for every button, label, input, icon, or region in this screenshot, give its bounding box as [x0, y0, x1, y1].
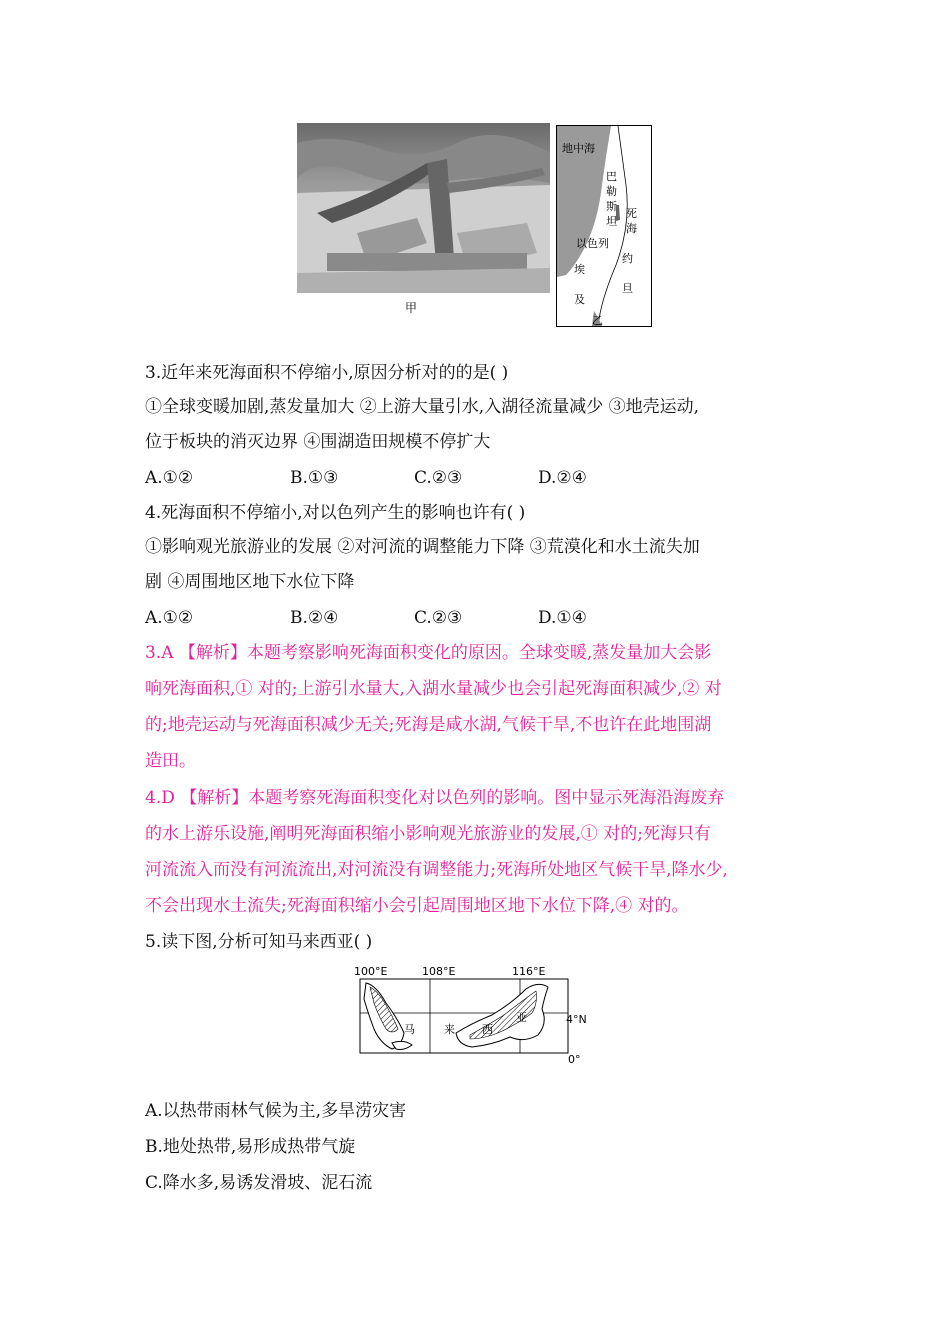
label-116e: 116°E — [512, 965, 546, 978]
q3-option-c: C.②③ — [414, 468, 463, 488]
label-palestine-2: 勒 — [606, 185, 617, 198]
a3-line1: 3.A 【解析】本题考察影响死海面积变化的原因。全球变暖,蒸发量加大会影 — [145, 643, 712, 663]
label-4n: 4°N — [566, 1013, 587, 1026]
dead-sea-map — [556, 125, 652, 327]
a3-line2: 响死海面积,① 对的;上游引水量大,入湖水量减少也会引起死海面积减少,② 对 — [145, 679, 722, 699]
a3-line3: 的;地壳运动与死海面积减少无关;死海是咸水湖,气候干旱,不也许在此地围湖 — [145, 715, 712, 735]
label-0deg: 0° — [568, 1053, 581, 1066]
q4-line2: 剧 ④周围地区地下水位下降 — [145, 572, 355, 592]
a4-line4: 不会出现水土流失;死海面积缩小会引起周围地区地下水位下降,④ 对的。 — [145, 896, 689, 916]
label-yi: 乙 — [592, 314, 603, 327]
label-dead-sea-2: 海 — [626, 222, 637, 235]
label-xi: 西 — [482, 1023, 493, 1036]
q3-stem: 3.近年来死海面积不停缩小,原因分析对的的是( ) — [145, 363, 509, 383]
malaysia-map — [352, 963, 587, 1067]
q3-line2: 位于板块的消灭边界 ④围湖造田规模不停扩大 — [145, 432, 491, 452]
a4-line3: 河流流入而没有河流流出,对河流没有调整能力;死海所处地区气候干旱,降水少, — [145, 860, 728, 880]
label-egypt-1: 埃 — [574, 263, 585, 276]
a3-line4: 造田。 — [145, 751, 196, 771]
label-lai: 来 — [444, 1023, 455, 1036]
label-108e: 108°E — [422, 965, 456, 978]
photo-label: 甲 — [405, 301, 418, 315]
q5-option-c: C.降水多,易诱发滑坡、泥石流 — [145, 1173, 373, 1193]
a4-line2: 的水上游乐设施,阐明死海面积缩小影响观光旅游业的发展,① 对的;死海只有 — [145, 824, 711, 844]
q3-option-a: A.①② — [145, 468, 194, 488]
label-palestine-4: 坦 — [606, 215, 617, 228]
q4-stem: 4.死海面积不停缩小,对以色列产生的影响也许有( ) — [145, 503, 526, 523]
a4-line1: 4.D 【解析】本题考察死海面积变化对以色列的影响。图中显示死海沿海废弃 — [145, 788, 725, 808]
q3-option-d: D.②④ — [538, 468, 587, 488]
dead-sea-photo — [297, 123, 550, 293]
label-israel: 以色列 — [576, 237, 609, 250]
q5-stem: 5.读下图,分析可知马来西亚( ) — [145, 932, 373, 952]
q4-option-d: D.①④ — [538, 608, 587, 628]
q4-option-a: A.①② — [145, 608, 194, 628]
label-100e: 100°E — [354, 965, 388, 978]
q3-option-b: B.①③ — [290, 468, 339, 488]
q4-line1: ①影响观光旅游业的发展 ②对河流的调整能力下降 ③荒漠化和水土流失加 — [145, 537, 700, 557]
label-jordan-1: 约 — [622, 252, 633, 265]
label-jordan-2: 旦 — [622, 282, 633, 295]
label-palestine-3: 斯 — [606, 200, 617, 213]
figure-dead-sea — [297, 123, 657, 343]
label-palestine-1: 巴 — [606, 170, 617, 183]
label-mediterranean: 地中海 — [562, 142, 595, 155]
q4-option-c: C.②③ — [414, 608, 463, 628]
label-ma: 马 — [404, 1023, 415, 1036]
label-egypt-2: 及 — [574, 293, 585, 306]
q3-line1: ①全球变暖加剧,蒸发量加大 ②上游大量引水,入湖径流量减少 ③地壳运动, — [145, 397, 700, 417]
q5-option-b: B.地处热带,易形成热带气旋 — [145, 1137, 356, 1157]
q5-option-a: A.以热带雨林气候为主,多旱涝灾害 — [145, 1101, 407, 1121]
label-ya: 亚 — [516, 1011, 527, 1024]
q4-option-b: B.②④ — [290, 608, 339, 628]
label-dead-sea-1: 死 — [626, 207, 637, 220]
